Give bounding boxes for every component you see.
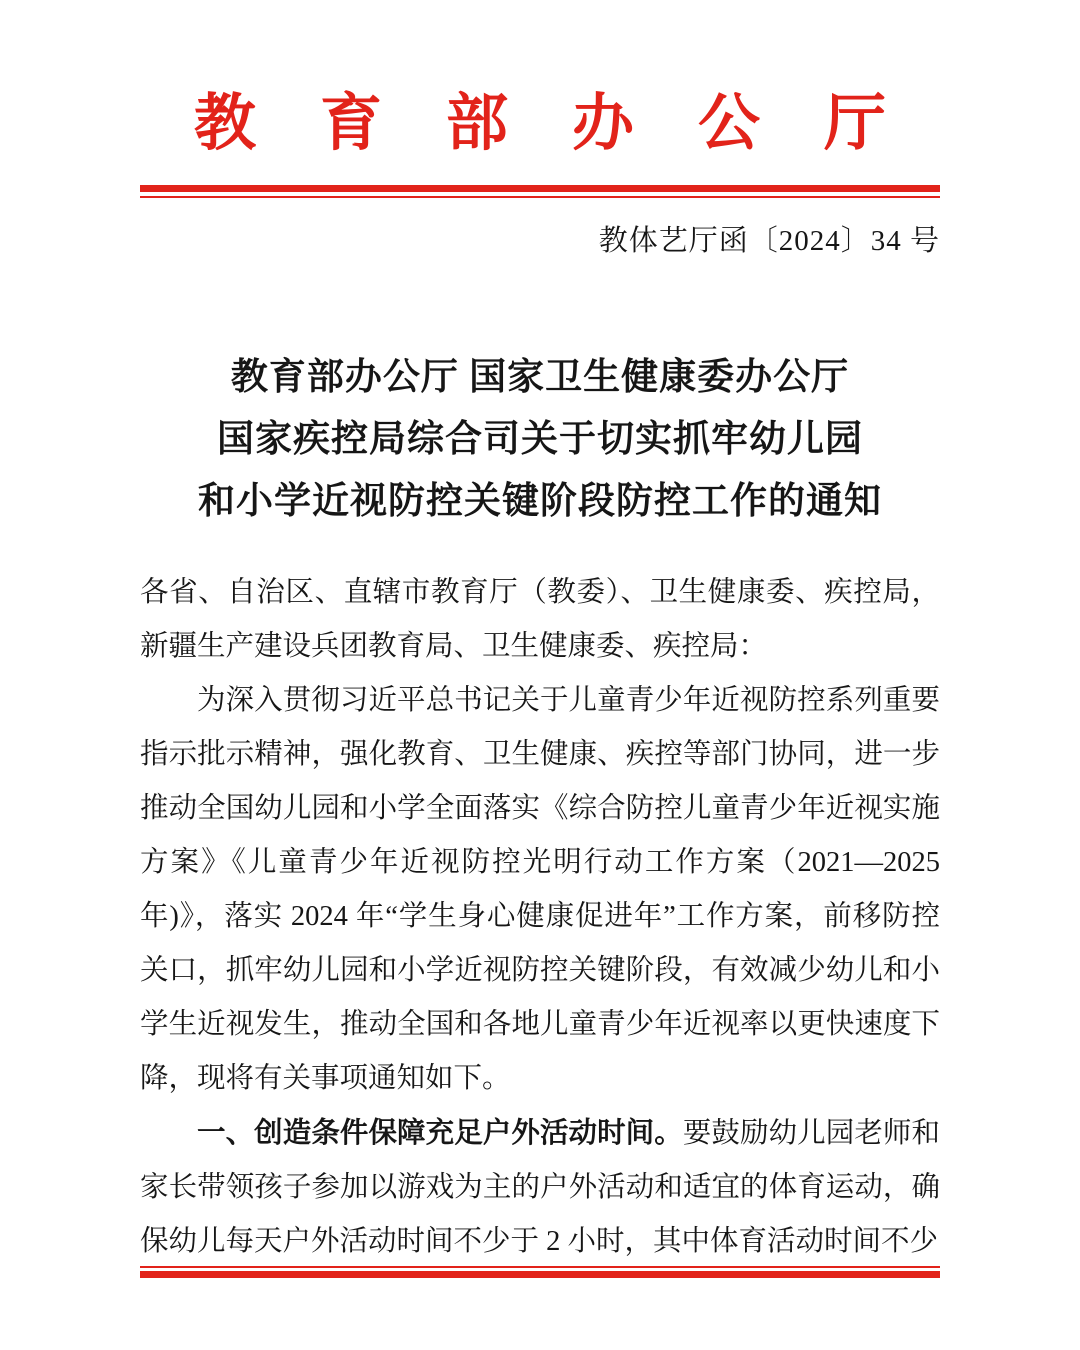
- header-rule-thin: [140, 196, 940, 198]
- letterhead-agency-name: 教育部办公厅: [193, 90, 950, 158]
- title-line-2: 国家疾控局综合司关于切实抓牢幼儿园: [217, 419, 863, 460]
- footer-rule-thick: [140, 1271, 940, 1278]
- body-paragraph: [140, 1106, 940, 1269]
- title-line-3: 和小学近视防控关键阶段防控工作的通知: [198, 481, 882, 522]
- document-number: 教体艺厅函〔2024〕34 号: [598, 225, 940, 257]
- document-body: [140, 566, 940, 1269]
- body-paragraph: [140, 674, 940, 1106]
- body-paragraph: [140, 566, 940, 674]
- header-separator: [140, 185, 940, 198]
- body-text: 各省、自治区、直辖市教育厅（教委）、卫生健康委、疾控局，新疆生产建设兵团教育局、卫生健康委、疾控局：: [140, 577, 940, 662]
- body-text: 要鼓励幼儿园老师和家长带领孩子参加以游戏为主的户外活动和适宜的体育运动，确保幼儿每天户外活动时间不少于 2 小时，其中体育活动时间不少: [140, 1118, 940, 1257]
- header-rule-thick: [140, 185, 940, 192]
- footer-rule-thin: [140, 1266, 940, 1268]
- title-line-1: 教育部办公厅 国家卫生健康委办公厅: [230, 357, 850, 398]
- document-title: [0, 347, 1080, 533]
- emphasis-text: 一、创造条件保障充足户外活动时间。: [197, 1117, 683, 1149]
- footer-separator: [140, 1266, 940, 1278]
- body-text: 为深入贯彻习近平总书记关于儿童青少年近视防控系列重要指示批示精神，强化教育、卫生健康、疾控等部门协同，进一步推动全国幼儿园和小学全面落实《综合防控儿童青少年近视实施方案》《儿童青少年近视防控光明行动工作方案（2021—2025年)》，落实 2024 年“学生身心健康促进年”工作方案，前移防控关口，抓牢幼儿园和小学近视防控关键阶段，有效减少幼儿和小学生近视发生，推动全国和各地儿童青少年近视率以更快速度下降，现将有关事项通知如下。: [140, 685, 940, 1094]
